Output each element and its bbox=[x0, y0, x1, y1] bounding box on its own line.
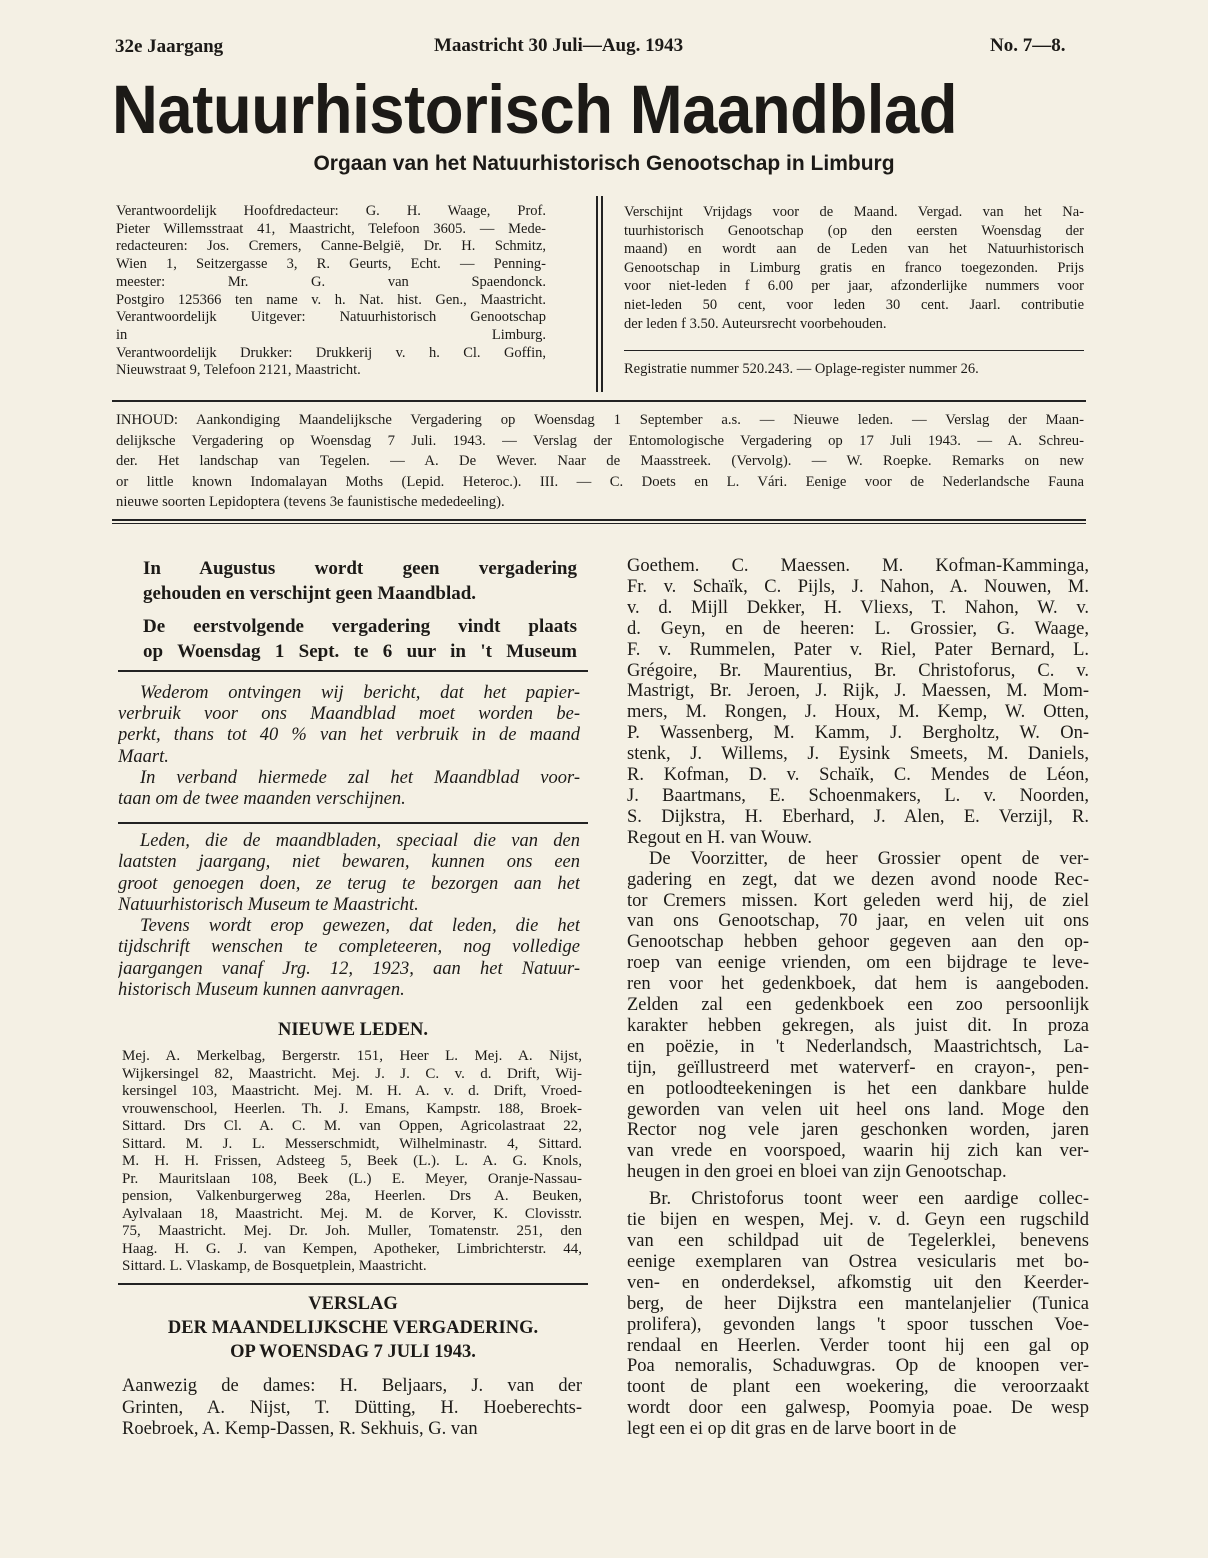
text-line: niet-leden 50 cent, voor leden 30 cent. Jaarl. contributie bbox=[624, 296, 1084, 313]
text-line: historisch Museum kunnen aanvragen. bbox=[118, 980, 405, 1001]
text-line: Roebroek, A. Kemp-Dassen, R. Sekhuis, G. van bbox=[122, 1419, 478, 1439]
colophon-editorial bbox=[116, 203, 546, 380]
text-line: Nieuwstraat 9, Telefoon 2121, Maastricht. bbox=[116, 362, 361, 379]
text-line: van een schildpad uit de Tegelerklei, benevens bbox=[627, 1231, 1089, 1251]
text-line: Rector nog vele jaren geschonken worden, jaren bbox=[627, 1120, 1089, 1141]
text-line: Sittard. L. Vlaskamp, de Bosquetplein, Maastricht. bbox=[122, 1258, 427, 1274]
text-line: nieuwe soorten Lepidoptera (tevens 3e faunistische mededeeling). bbox=[116, 494, 505, 510]
text-line: tijn, geïllustreerd met waterverf- en crayon-, pen- bbox=[627, 1057, 1089, 1078]
text-line: Leden, die de maandbladen, speciaal die van den bbox=[140, 831, 580, 851]
text-line: Wijkersingel 82, Maastricht. Mej. J. J. C. v. d. Drift, Wij- bbox=[122, 1065, 582, 1082]
text-line: OP WOENSDAG 7 JULI 1943. bbox=[230, 1342, 476, 1362]
text-line: tuurhistorisch Genootschap (op den eersten Woensdag der bbox=[624, 222, 1084, 239]
text-line: S. Dijkstra, H. Eberhard, J. Alen, E. Verzijl, R. bbox=[627, 806, 1089, 827]
text-line: tor Cremers missen. Kort geleden werd hij, de ziel bbox=[627, 890, 1089, 911]
text-line: groot genoegen doen, ze terug te bezorgen aan het bbox=[118, 873, 580, 894]
text-line: in Limburg. bbox=[116, 326, 546, 343]
text-line: De Voorzitter, de heer Grossier opent de ver- bbox=[649, 848, 1089, 869]
notice-line: gehouden en verschijnt geen Maandblad. bbox=[143, 583, 477, 604]
text-line: ren voor het gedenkboek, dat hem is aangeboden. bbox=[627, 974, 1089, 995]
text-line: taan om de twee maanden verschijnen. bbox=[118, 789, 406, 810]
text-line: d. Geyn, en de heeren: L. Grossier, G. Waage, bbox=[627, 618, 1089, 639]
text-line: Poa nemoralis, Schaduwgras. Op de knoopen ver- bbox=[627, 1356, 1089, 1377]
text-line: gadering en zegt, dat we dezen avond noode Rec- bbox=[627, 869, 1089, 890]
text-line: P. Wassenberg, M. Kamm, J. Bergholtz, W. On- bbox=[627, 723, 1089, 744]
text-line: en poëzie, in 't Nederlandsch, Maastrichtsch, La- bbox=[627, 1036, 1089, 1057]
text-line: tie bijen en wespen, Mej. v. d. Geyn een rugschild bbox=[627, 1210, 1089, 1231]
text-line: heugen in den groei en bloei van zijn Genootschap. bbox=[627, 1162, 1007, 1183]
divider bbox=[112, 523, 1086, 524]
notice-line: op Woensdag 1 Sept. te 6 uur in 't Museum bbox=[143, 641, 577, 662]
text-line: Natuurhistorisch Museum te Maastricht. bbox=[118, 894, 419, 915]
text-line: Zelden zal een gedenkboek een zoo persoonlijk bbox=[627, 995, 1089, 1016]
text-line: Mastrigt, Br. Jeroen, J. Rijk, J. Maessen, M. Mom- bbox=[627, 681, 1089, 702]
text-line: INHOUD: Aankondiging Maandelijksche Vergadering op Woensdag 1 September a.s. — Nieuwe leden. — Verslag der Maan- bbox=[116, 412, 1084, 428]
text-line: Br. Christoforus toont weer een aardige collec- bbox=[649, 1189, 1089, 1210]
text-line: tijdschrift wenschen te completeeren, nog volledige bbox=[118, 937, 580, 958]
text-line: Sittard. Drs Cl. A. C. M. van Oppen, Agricolastraat 22, bbox=[122, 1118, 582, 1134]
back-issues-notice bbox=[118, 831, 580, 1001]
divider bbox=[118, 822, 588, 824]
issue-date: Maastricht 30 Juli—Aug. 1943 bbox=[434, 35, 684, 56]
text-line: 75, Maastricht. Mej. Dr. Joh. Muller, Tomatenstr. 251, den bbox=[122, 1223, 582, 1239]
text-line: Regout en H. van Wouw. bbox=[627, 827, 813, 848]
text-line: Verschijnt Vrijdags voor de Maand. Vergad. van het Na- bbox=[624, 204, 1084, 220]
issue-number: No. 7—8. bbox=[990, 35, 1066, 56]
colophon-subscription bbox=[624, 203, 1084, 333]
text-line: In verband hiermede zal het Maandblad voor- bbox=[140, 767, 580, 788]
text-line: M. H. H. Frissen, Adsteeg 5, Beek (L.). L. A. G. Knols, bbox=[122, 1153, 582, 1169]
divider bbox=[118, 1283, 588, 1285]
table-of-contents bbox=[116, 410, 1084, 513]
journal-title: Natuurhistorisch Maandblad bbox=[112, 71, 958, 148]
text-line: legt een ei op dit gras en de larve boort in de bbox=[627, 1419, 957, 1440]
new-members-list bbox=[122, 1048, 582, 1276]
notice-line: De eerstvolgende vergadering vindt plaats bbox=[143, 616, 577, 637]
attendance-continued bbox=[627, 556, 1089, 849]
text-line: berg, de heer Dijkstra een mantelanjelier (Tunica bbox=[627, 1293, 1089, 1314]
exhibits-paragraph bbox=[627, 1189, 1089, 1440]
text-line: Aanwezig de dames: H. Beljaars, J. van der bbox=[122, 1376, 582, 1396]
text-line: Verantwoordelijk Drukker: Drukkerij v. h. Cl. Goffin, bbox=[116, 344, 546, 361]
text-line: der leden f 3.50. Auteursrecht voorbehouden. bbox=[624, 315, 887, 332]
text-line: Pr. Mauritslaan 108, Beek (L.) E. Meyer, Oranje-Nassau- bbox=[122, 1170, 582, 1187]
text-line: mers, M. Rongen, J. Houx, M. Kemp, W. Otten, bbox=[627, 702, 1089, 723]
report-heading bbox=[118, 1292, 588, 1364]
divider bbox=[112, 400, 1086, 402]
text-line: Postgiro 125366 ten name v. h. Nat. hist. Gen., Maastricht. bbox=[116, 291, 546, 308]
text-line: Genootschap hebben gehoor gegeven aan den op- bbox=[627, 932, 1089, 953]
text-line: jaargangen vanaf Jrg. 12, 1923, aan het Natuur- bbox=[118, 958, 580, 979]
registration-line: Registratie nummer 520.243. — Oplage-register nummer 26. bbox=[624, 361, 979, 377]
text-line: redacteuren: Jos. Cremers, Canne-België, Dr. H. Schmitz, bbox=[116, 238, 546, 255]
text-line: perkt, thans tot 40 % van het verbruik in de maand bbox=[118, 725, 580, 746]
text-line: Verantwoordelijk Uitgever: Natuurhistorisch Genootschap bbox=[116, 309, 546, 326]
right-column bbox=[627, 556, 1089, 1440]
text-line: Aylvalaan 18, Maastricht. Mej. M. de Korver, K. Clovisstr. bbox=[122, 1205, 582, 1222]
paper-shortage-notice bbox=[118, 683, 580, 810]
text-line: en potloodteekeningen is het een dankbare hulde bbox=[627, 1078, 1089, 1099]
chairman-paragraph bbox=[627, 849, 1089, 1184]
text-line: Maart. bbox=[118, 746, 169, 767]
text-line: meester: Mr. G. van Spaendonck. bbox=[116, 273, 546, 290]
text-line: J. Baartmans, E. Schoenmakers, L. v. Noorden, bbox=[627, 785, 1089, 806]
divider bbox=[624, 350, 1084, 351]
text-line: R. Kofman, D. v. Schaïk, C. Mendes de Léon, bbox=[627, 765, 1089, 786]
notice-line: In Augustus wordt geen vergadering bbox=[143, 558, 577, 579]
text-line: stenk, J. Willems, J. Eysink Smeets, M. Daniels, bbox=[627, 744, 1089, 765]
text-line: Sittard. M. J. L. Messerschmidt, Wilhelminastr. 4, Sittard. bbox=[122, 1135, 582, 1152]
text-line: pension, Valkenburgerweg 28a, Heerlen. Drs A. Beuken, bbox=[122, 1188, 582, 1204]
meeting-notice bbox=[143, 556, 577, 664]
text-line: v. d. Mijll Dekker, H. Vliexs, T. Nahon, W. v. bbox=[627, 597, 1089, 618]
text-line: Grégoire, Br. Maurentius, Br. Christoforus, C. v. bbox=[627, 660, 1089, 681]
text-line: maand) en wordt aan de Leden van het Natuurhistorisch bbox=[624, 241, 1084, 258]
text-line: Tevens wordt erop gewezen, dat leden, die het bbox=[140, 916, 580, 937]
text-line: Haag. H. G. J. van Kempen, Apotheker, Limbrichterstr. 44, bbox=[122, 1240, 582, 1257]
volume-label: 32e Jaargang bbox=[115, 36, 224, 57]
text-line: geworden van velen uit heel ons land. Moge den bbox=[627, 1099, 1089, 1120]
divider bbox=[118, 670, 588, 672]
text-line: roep van eenige vrienden, om een bijdrage te leve- bbox=[627, 953, 1089, 974]
text-line: kersingel 103, Maastricht. Mej. M. H. A. v. d. Drift, Vroed- bbox=[122, 1083, 582, 1099]
text-line: Mej. A. Merkelbag, Bergerstr. 151, Heer L. Mej. A. Nijst, bbox=[122, 1048, 582, 1064]
text-line: VERSLAG bbox=[308, 1294, 398, 1314]
text-line: Goethem. C. Maessen. M. Kofman-Kamminga, bbox=[627, 556, 1089, 576]
text-line: Wien 1, Seitzergasse 3, R. Geurts, Echt. — Penning- bbox=[116, 256, 546, 273]
text-line: ven- en onderdeksel, afkomstig uit den Keerder- bbox=[627, 1272, 1089, 1293]
text-line: van ons Genootschap, 70 jaar, en velen uit ons bbox=[627, 911, 1089, 932]
text-line: Grinten, A. Nijst, T. Dütting, H. Hoeberechts- bbox=[122, 1397, 582, 1418]
journal-subtitle: Orgaan van het Natuurhistorisch Genootschap in Limburg bbox=[313, 152, 895, 175]
text-line: Verantwoordelijk Hoofdredacteur: G. H. Waage, Prof. bbox=[116, 203, 546, 219]
column-divider bbox=[601, 196, 603, 392]
text-line: or little known Indomalayan Moths (Lepid. Heteroc.). III. — C. Doets en L. Vári. Eenige voor de Nederlandsche Fauna bbox=[116, 473, 1084, 490]
text-line: Wederom ontvingen wij bericht, dat het papier- bbox=[140, 683, 580, 703]
text-line: wordt door een galwesp, Poomyia poae. De wesp bbox=[627, 1398, 1089, 1419]
text-line: Fr. v. Schaïk, C. Pijls, J. Nahon, A. Nouwen, M. bbox=[627, 576, 1089, 597]
text-line: van vrede en voorspoed, waarin hij zich kan ver- bbox=[627, 1141, 1089, 1162]
divider bbox=[112, 519, 1086, 521]
text-line: der. Het landschap van Tegelen. — A. De Wever. Naar de Maasstreek. (Vervolg). — W. Roepke. Remarks on new bbox=[116, 453, 1084, 469]
text-line: prolifera), gevonden langs 't spoor tusschen Voe- bbox=[627, 1314, 1089, 1335]
text-line: delijksche Vergadering op Woensdag 7 Juli. 1943. — Verslag der Entomologische Vergadering op 17 Juli 1943. — A. Schreu- bbox=[116, 432, 1084, 449]
text-line: karakter hebben gekregen, als juist dit. In proza bbox=[627, 1015, 1089, 1036]
text-line: eenige exemplaren van Ostrea vesicularis met bo- bbox=[627, 1251, 1089, 1272]
text-line: toont de plant een woekering, die veroorzaakt bbox=[627, 1377, 1089, 1398]
text-line: Genootschap in Limburg gratis en franco toegezonden. Prijs bbox=[624, 259, 1084, 276]
attendance-paragraph bbox=[122, 1376, 582, 1441]
text-line: voor niet-leden f 6.00 per jaar, afzonderlijke nummers voor bbox=[624, 278, 1084, 295]
text-line: vrouwenschool, Heerlen. Th. J. Emans, Kampstr. 188, Broek- bbox=[122, 1100, 582, 1117]
text-line: verbruik voor ons Maandblad moet worden be- bbox=[118, 704, 580, 725]
text-line: rendaal en Heerlen. Verder toont hij een gal op bbox=[627, 1335, 1089, 1356]
new-members-heading: NIEUWE LEDEN. bbox=[277, 1020, 429, 1040]
text-line: DER MAANDELIJKSCHE VERGADERING. bbox=[167, 1318, 539, 1338]
text-line: F. v. Rummelen, Pater v. Riel, Pater Bernard, L. bbox=[627, 639, 1089, 660]
column-divider bbox=[596, 196, 598, 392]
text-line: laatsten jaargang, niet bewaren, kunnen ons een bbox=[118, 852, 580, 873]
text-line: Pieter Willemsstraat 41, Maastricht, Telefoon 3605. — Mede- bbox=[116, 220, 546, 237]
